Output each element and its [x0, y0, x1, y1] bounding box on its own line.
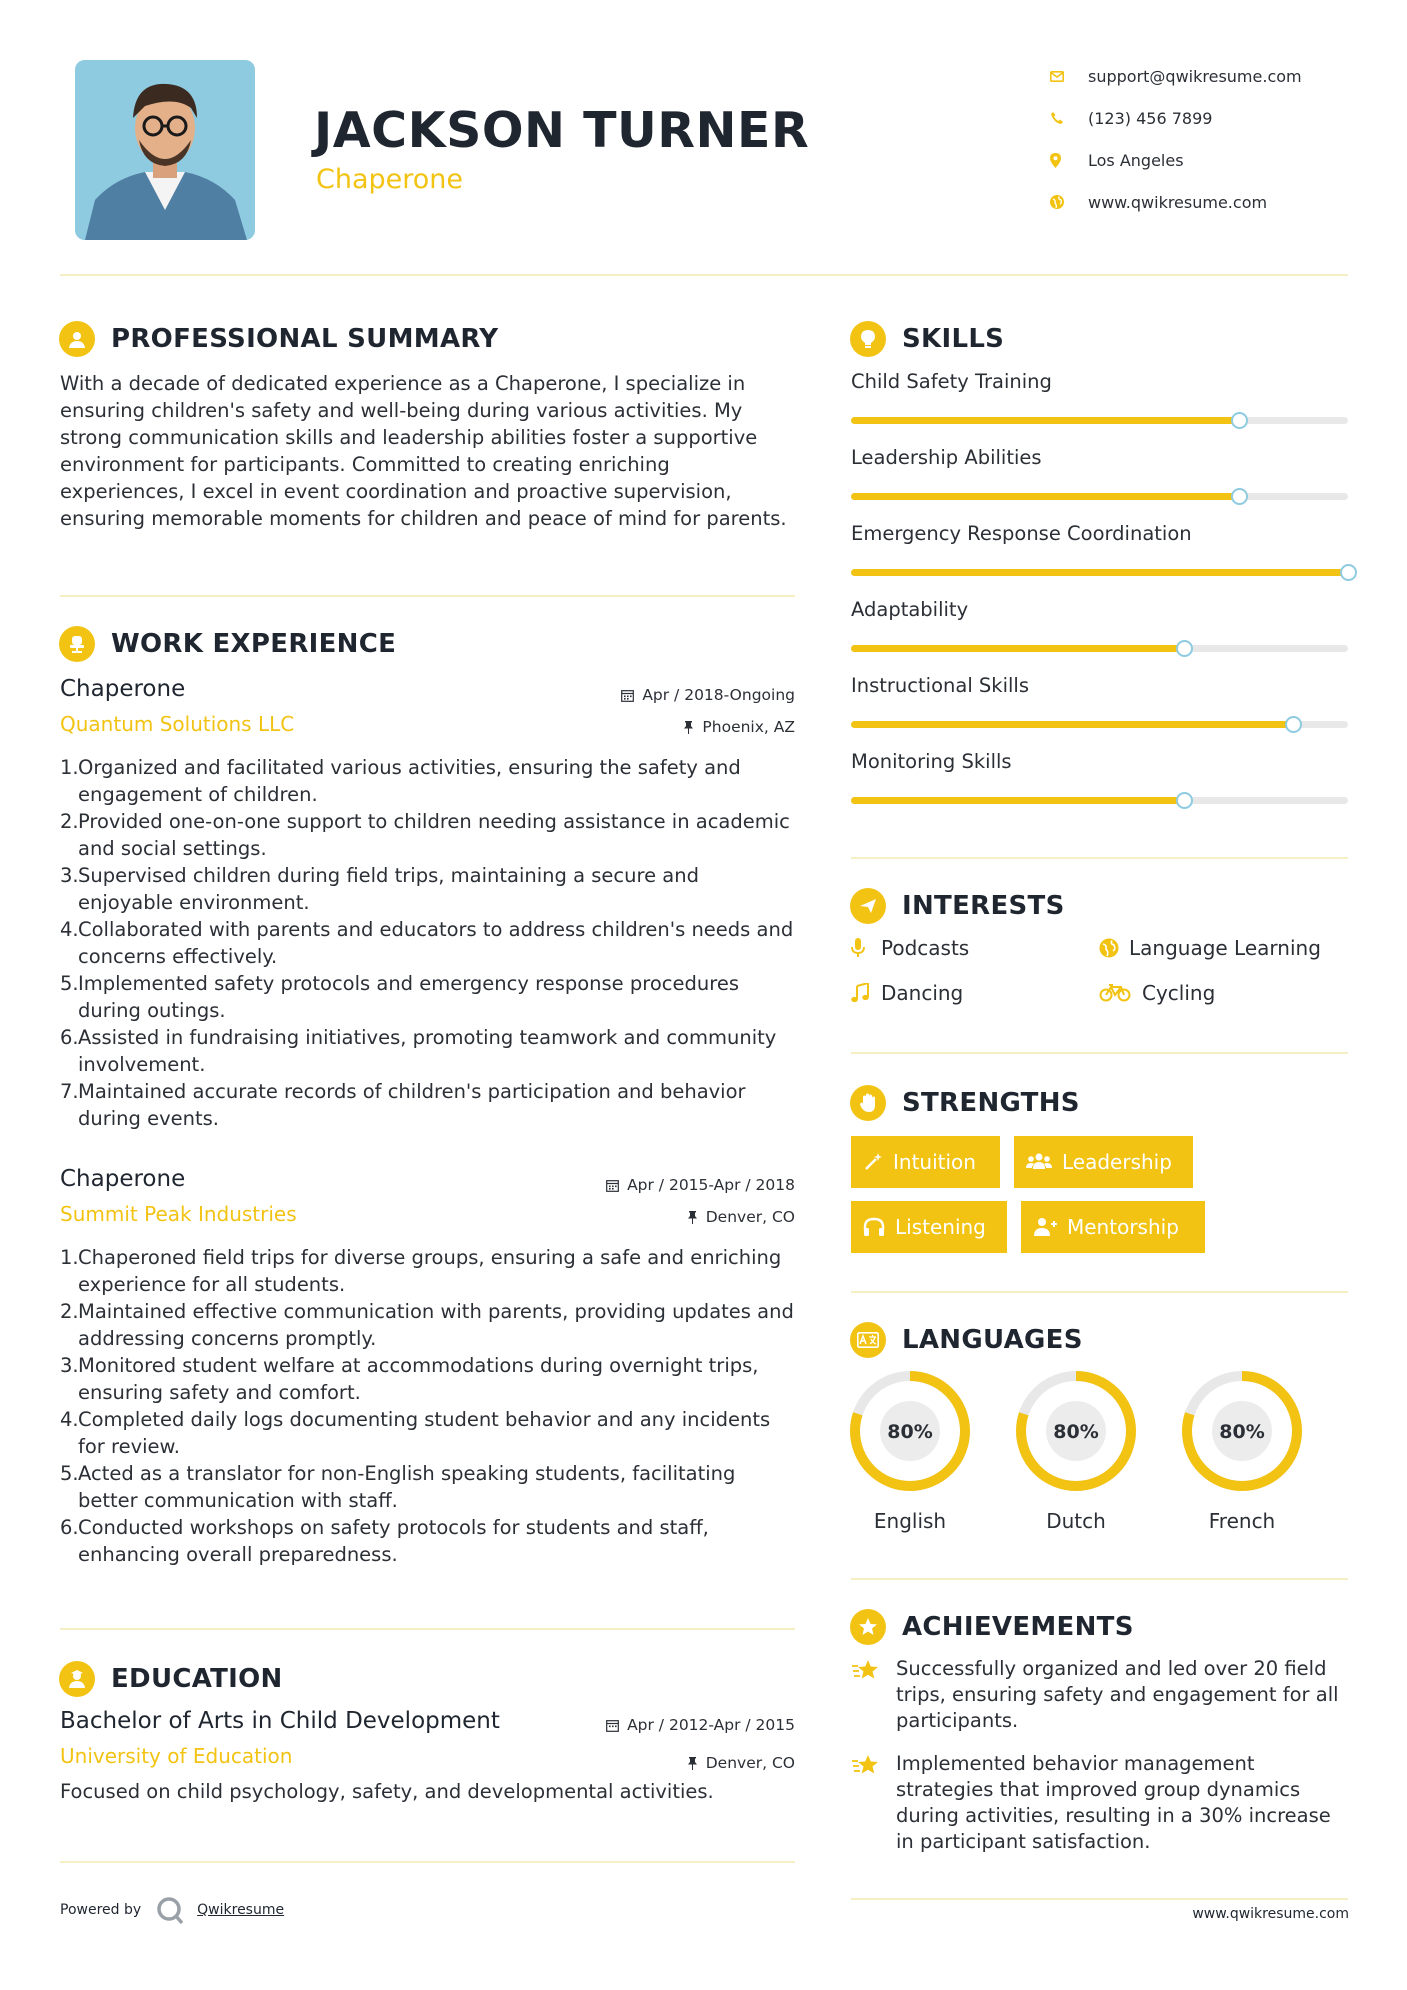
languages-divider — [851, 1578, 1348, 1580]
job-duties — [60, 1244, 795, 1568]
achievements-heading: ACHIEVEMENTS — [850, 1609, 1134, 1645]
strength-chip-intuition: Intuition — [851, 1136, 1000, 1188]
skill-bar — [851, 417, 1348, 424]
strength-chip-listening: Listening — [851, 1201, 1007, 1253]
education-heading: EDUCATION — [59, 1661, 283, 1697]
job-title: Chaperone — [60, 676, 186, 702]
summary-text: With a decade of dedicated experience as a Chaperone, I specialize in ensuring children's safety and well-being during various activities. My strong communication skills and leadership abilities foster a supportive environment for participants. Committed to creating enriching experiences, I excel in event coordination and proactive supervision, ensuring memorable moments for children and peace of mind for parents. — [60, 372, 787, 530]
skill-bar — [851, 569, 1348, 576]
skill-bar — [851, 797, 1348, 804]
education-dates: Apr / 2012-Apr / 2015 — [606, 1716, 795, 1734]
qwikresume-link[interactable]: Qwikresume — [197, 1902, 285, 1918]
skill-fill — [851, 797, 1184, 804]
headphones-icon — [863, 1217, 885, 1237]
list-item: 4. Completed daily logs documenting student behavior and any incidents for review. — [60, 1408, 771, 1458]
candidate-name: JACKSON TURNER — [314, 102, 810, 159]
achievement-item-1: Successfully organized and led over 20 field trips, ensuring safety and engagement for all participants. — [851, 1656, 1351, 1734]
language-english: 80% English — [848, 1369, 972, 1533]
school-name: University of Education — [60, 1744, 293, 1768]
achievements-divider — [851, 1898, 1348, 1900]
job-dates: Apr / 2015-Apr / 2018 — [606, 1176, 795, 1194]
footer-website[interactable]: www.qwikresume.com — [1192, 1906, 1349, 1922]
skill-item: Instructional Skills — [851, 674, 1348, 750]
candidate-role: Chaperone — [316, 164, 464, 195]
chair-icon — [59, 626, 95, 662]
skill-knob — [1176, 792, 1193, 809]
magic-wand-icon — [863, 1152, 883, 1172]
group-icon — [1026, 1152, 1052, 1172]
skills-heading: SKILLS — [850, 321, 1004, 357]
job-location: Denver, CO — [687, 1208, 795, 1226]
user-icon — [59, 321, 95, 357]
job-company: Quantum Solutions LLC — [60, 712, 295, 736]
calendar-icon — [606, 1719, 619, 1732]
skill-knob — [1340, 564, 1357, 581]
lightbulb-icon — [850, 321, 886, 357]
language-ring — [1180, 1369, 1304, 1493]
skill-item: Leadership Abilities — [851, 446, 1348, 522]
interest-cycling: Cycling — [1099, 981, 1215, 1005]
contact-email[interactable]: support@qwikresume.com — [1050, 55, 1370, 97]
microphone-icon — [851, 938, 881, 958]
list-item: 1. Chaperoned field trips for diverse groups, ensuring a safe and enriching experience for all students. — [60, 1246, 782, 1296]
degree-title: Bachelor of Arts in Child Development — [60, 1708, 500, 1734]
contact-phone[interactable]: (123) 456 7899 — [1050, 97, 1370, 139]
paper-plane-icon — [850, 888, 886, 924]
calendar-icon — [606, 1179, 619, 1192]
summary-heading: PROFESSIONAL SUMMARY — [59, 321, 498, 357]
language-french: 80% French — [1180, 1369, 1304, 1533]
experience-divider — [60, 1628, 795, 1630]
job-company: Summit Peak Industries — [60, 1202, 297, 1226]
svg-text:80%: 80% — [887, 1421, 933, 1443]
list-item: 4. Collaborated with parents and educators to address children's needs and concerns effectively. — [60, 918, 794, 968]
user-plus-icon — [1033, 1217, 1057, 1237]
summary-divider — [60, 595, 795, 597]
strengths-heading: STRENGTHS — [850, 1085, 1080, 1121]
music-note-icon — [851, 983, 881, 1003]
skill-bar — [851, 493, 1348, 500]
list-item: 5. Acted as a translator for non-English speaking students, facilitating better communication with staff. — [60, 1462, 736, 1512]
skill-knob — [1231, 488, 1248, 505]
skill-item: Adaptability — [851, 598, 1348, 674]
language-ring — [848, 1369, 972, 1493]
education-description: Focused on child psychology, safety, and developmental activities. — [60, 1780, 714, 1803]
education-divider — [60, 1861, 795, 1863]
svg-text:80%: 80% — [1053, 1421, 1099, 1443]
skill-bar — [851, 721, 1348, 728]
skill-knob — [1231, 412, 1248, 429]
list-item: 7. Maintained accurate records of children's participation and behavior during events. — [60, 1080, 746, 1130]
interest-language-learning: Language Learning — [1099, 936, 1321, 960]
qwikresume-logo-icon — [155, 1895, 185, 1925]
calendar-icon — [621, 689, 634, 702]
job-entry-1 — [60, 676, 795, 1132]
svg-text:80%: 80% — [1219, 1421, 1265, 1443]
pushpin-icon — [687, 1757, 698, 1770]
language-dutch: 80% Dutch — [1014, 1369, 1138, 1533]
list-item: 6. Assisted in fundraising initiatives, promoting teamwork and community involvement. — [60, 1026, 777, 1076]
language-ring — [1014, 1369, 1138, 1493]
bicycle-icon — [1099, 984, 1142, 1002]
map-pin-icon — [1050, 153, 1088, 168]
job-dates: Apr / 2018-Ongoing — [621, 686, 795, 704]
trophy-star-icon — [851, 1656, 896, 1734]
pushpin-icon — [683, 721, 694, 734]
interest-podcasts: Podcasts — [851, 936, 969, 960]
hand-icon — [850, 1085, 886, 1121]
job-duties — [60, 754, 795, 1132]
skill-fill — [851, 417, 1239, 424]
list-item: 6. Conducted workshops on safety protocols for students and staff, enhancing overall preparedness. — [60, 1516, 709, 1566]
skill-knob — [1285, 716, 1302, 733]
interests-divider — [851, 1052, 1348, 1054]
education-location: Denver, CO — [687, 1754, 795, 1772]
trophy-star-icon — [851, 1751, 896, 1855]
strengths-divider — [851, 1291, 1348, 1293]
skill-item: Child Safety Training — [851, 370, 1348, 446]
list-item: 3. Supervised children during field trips, maintaining a secure and enjoyable environment. — [60, 864, 699, 914]
strength-chip-mentorship: Mentorship — [1021, 1201, 1205, 1253]
contact-location: Los Angeles — [1050, 139, 1370, 181]
list-item: 2. Maintained effective communication with parents, providing updates and addressing concerns promptly. — [60, 1300, 794, 1350]
profile-photo — [75, 60, 255, 240]
phone-icon — [1050, 111, 1088, 125]
graduate-icon — [59, 1661, 95, 1697]
list-item: 5. Implemented safety protocols and emergency response procedures during outings. — [60, 972, 739, 1022]
contact-block — [1050, 55, 1370, 223]
skill-fill — [851, 569, 1348, 576]
job-location: Phoenix, AZ — [683, 718, 795, 736]
star-icon — [850, 1609, 886, 1645]
experience-heading: WORK EXPERIENCE — [59, 626, 396, 662]
skills-divider — [851, 857, 1348, 859]
footer-powered-by: Powered by Qwikresume — [60, 1895, 284, 1925]
interest-dancing: Dancing — [851, 981, 963, 1005]
achievement-item-2: Implemented behavior management strategies that improved group dynamics during activities, resulting in a 30% increase in participant satisfaction. — [851, 1751, 1351, 1855]
skill-fill — [851, 645, 1184, 652]
language-icon — [850, 1322, 886, 1358]
skill-fill — [851, 721, 1293, 728]
list-item: 1. Organized and facilitated various activities, ensuring the safety and engagement of children. — [60, 756, 741, 806]
languages-heading: LANGUAGES — [850, 1322, 1083, 1358]
envelope-icon — [1050, 71, 1088, 82]
skills-list — [851, 370, 1348, 826]
globe-icon — [1050, 195, 1088, 209]
skill-item: Monitoring Skills — [851, 750, 1348, 826]
strength-chip-leadership: Leadership — [1014, 1136, 1193, 1188]
interests-heading: INTERESTS — [850, 888, 1065, 924]
globe-icon — [1099, 938, 1129, 958]
job-title: Chaperone — [60, 1166, 186, 1192]
skill-item: Emergency Response Coordination — [851, 522, 1348, 598]
header-divider — [60, 274, 1348, 276]
list-item: 2. Provided one-on-one support to children needing assistance in academic and social settings. — [60, 810, 790, 860]
list-item: 3. Monitored student welfare at accommodations during overnight trips, ensuring safety and comfort. — [60, 1354, 759, 1404]
job-entry-2 — [60, 1166, 795, 1568]
skill-fill — [851, 493, 1239, 500]
contact-website[interactable]: www.qwikresume.com — [1050, 181, 1370, 223]
skill-bar — [851, 645, 1348, 652]
skill-knob — [1176, 640, 1193, 657]
education-entry — [60, 1708, 795, 1803]
pushpin-icon — [687, 1211, 698, 1224]
